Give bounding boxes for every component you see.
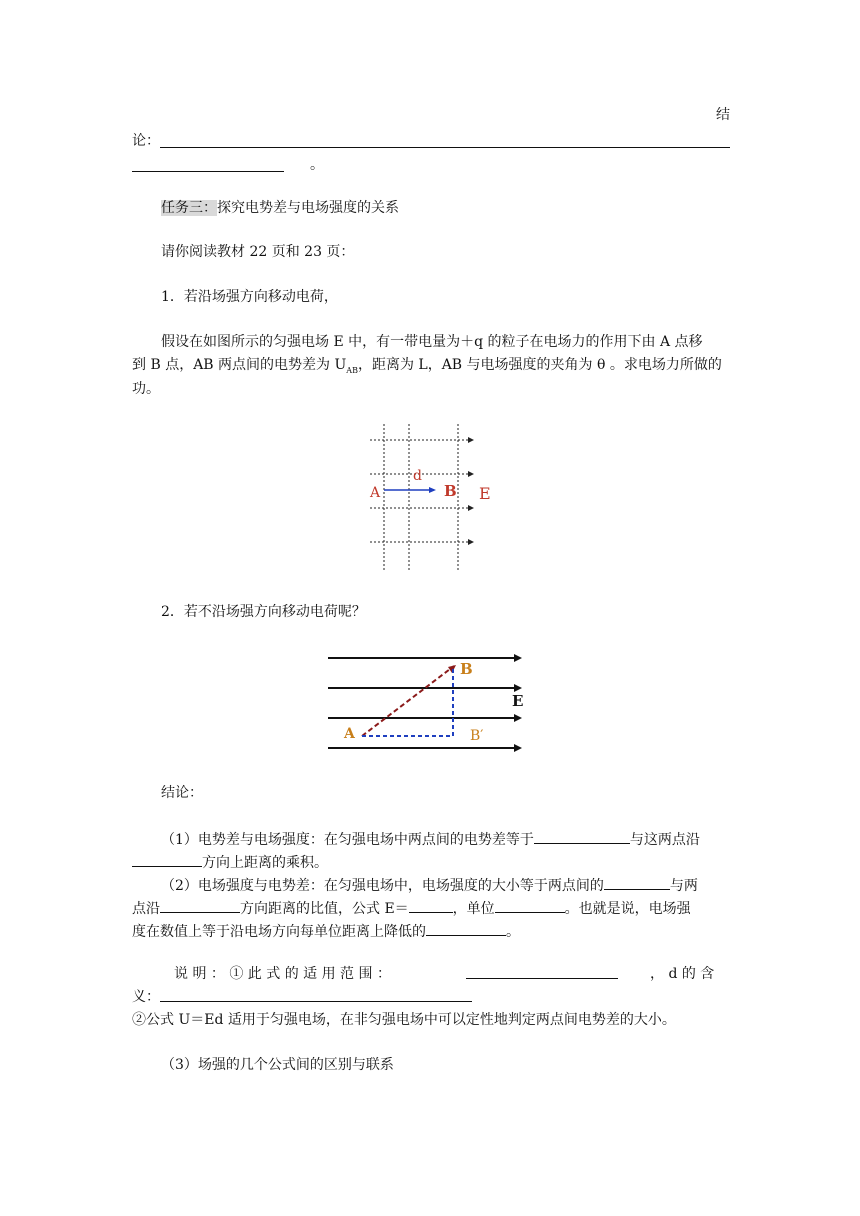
- p2-text-f: 。也就是说，电场强: [564, 901, 691, 917]
- field-arrowhead-2: [468, 471, 474, 477]
- p2-blank-2[interactable]: [160, 898, 240, 913]
- p2-blank-formula[interactable]: [409, 898, 453, 913]
- task3-title: [161, 199, 399, 217]
- figure1-label-b: B: [444, 482, 457, 500]
- field-arrowhead-1: [514, 654, 522, 662]
- note-line1-a: 说 明 ： ① 此 式 的 适 用 范 围 ：: [174, 966, 391, 982]
- p1-blank-2[interactable]: [132, 852, 202, 867]
- note-line3: ②公式 U＝Ed 适用于匀强电场，在非匀强电场中可以定性地判定两点间电势差的大小。: [132, 1012, 676, 1028]
- p2-blank-1[interactable]: [604, 875, 670, 890]
- field-arrowhead-3: [514, 714, 522, 722]
- figure1-label-d: d: [413, 468, 422, 484]
- figure2-label-b: B: [460, 660, 473, 678]
- note-blank-meaning[interactable]: [160, 1001, 472, 1002]
- displacement-arrowhead: [429, 487, 436, 493]
- item2-label: 2．若不沿场强方向移动电荷呢？: [161, 604, 366, 620]
- p2-blank-unit[interactable]: [495, 898, 565, 913]
- p2-text-g: 度在数值上等于沿电场方向每单位距离上降低的: [132, 924, 426, 940]
- figure2-uniform-field: [326, 650, 530, 762]
- item1-para-line2-b: ，距离为 L，AB 与电场强度的夹角为 θ 。求电场力所做的: [357, 357, 722, 373]
- item1-para-subscript: AB: [346, 365, 358, 375]
- p1-text-c: 方向上距离的乘积。: [202, 855, 328, 871]
- figure2-label-a: A: [344, 726, 355, 742]
- item3-label: （3）场强的几个公式间的区别与联系: [161, 1057, 394, 1073]
- conclusion-end-mark: 。: [310, 157, 324, 173]
- p1-text-b: 与这两点沿: [629, 832, 700, 848]
- p1-text-a: （1）电势差与电场强度：在匀强电场中两点间的电势差等于: [161, 832, 534, 848]
- conclusion-p2-line2: [132, 898, 691, 918]
- conclusion-p2-line1: [161, 875, 698, 895]
- field-arrowhead-2: [514, 684, 522, 692]
- read-instruction: 请你阅读教材 22 页和 23 页：: [161, 244, 355, 260]
- field-arrowhead-3: [468, 505, 474, 511]
- p2-text-a: （2）电场强度与电势差：在匀强电场中，电场强度的大小等于两点间的: [161, 878, 604, 894]
- item1-para-line2-a: 到 B 点，AB 两点间的电势差为 U: [132, 357, 347, 373]
- note-blank-range[interactable]: [466, 978, 618, 979]
- conclusion-label-lun: 论：: [132, 133, 160, 149]
- figure2-label-e: E: [512, 692, 524, 710]
- item1-para-line3: 功。: [132, 381, 160, 397]
- field-arrowhead-1: [468, 437, 474, 443]
- item1-label: 1．若沿场强方向移动电荷，: [161, 289, 338, 305]
- field-arrowhead-4: [514, 744, 522, 752]
- item1-para-line1: 假设在如图所示的匀强电场 E 中，有一带电量为＋q 的粒子在电场力的作用下由 A 点移: [161, 334, 703, 350]
- p2-text-e: ，单位: [452, 901, 495, 917]
- p2-text-d: 方向距离的比值，公式 E＝: [240, 901, 409, 917]
- conclusion-heading: 结论：: [161, 785, 203, 801]
- task3-title-prefix: 任务三：: [161, 200, 217, 216]
- field-arrowhead-4: [468, 539, 474, 545]
- p2-text-b: 与两: [669, 878, 698, 894]
- p2-text-h: 。: [506, 924, 520, 940]
- p1-blank-1[interactable]: [534, 829, 630, 844]
- conclusion-p1-line1: [161, 829, 700, 849]
- task3-title-rest: 探究电势差与电场强度的关系: [217, 200, 399, 216]
- figure1-label-e: E: [479, 484, 491, 503]
- p2-text-c: 点沿: [132, 901, 160, 917]
- conclusion-blank-line-1[interactable]: [160, 147, 730, 148]
- note-line2-a: 义：: [132, 989, 160, 1005]
- conclusion-p2-line3: [132, 921, 520, 941]
- note-line1-b: ， d 的 含: [650, 966, 715, 982]
- ab-diagonal: [362, 666, 454, 736]
- item1-para-line2: [132, 356, 722, 380]
- figure2-label-b-prime: B′: [470, 728, 484, 744]
- conclusion-char-jie: 结: [716, 107, 730, 123]
- p2-blank-3[interactable]: [426, 921, 506, 936]
- figure1-uniform-field: [362, 422, 494, 574]
- conclusion-blank-line-2[interactable]: [132, 171, 284, 172]
- conclusion-p1-line2: [132, 852, 328, 872]
- figure1-label-a: A: [370, 485, 381, 501]
